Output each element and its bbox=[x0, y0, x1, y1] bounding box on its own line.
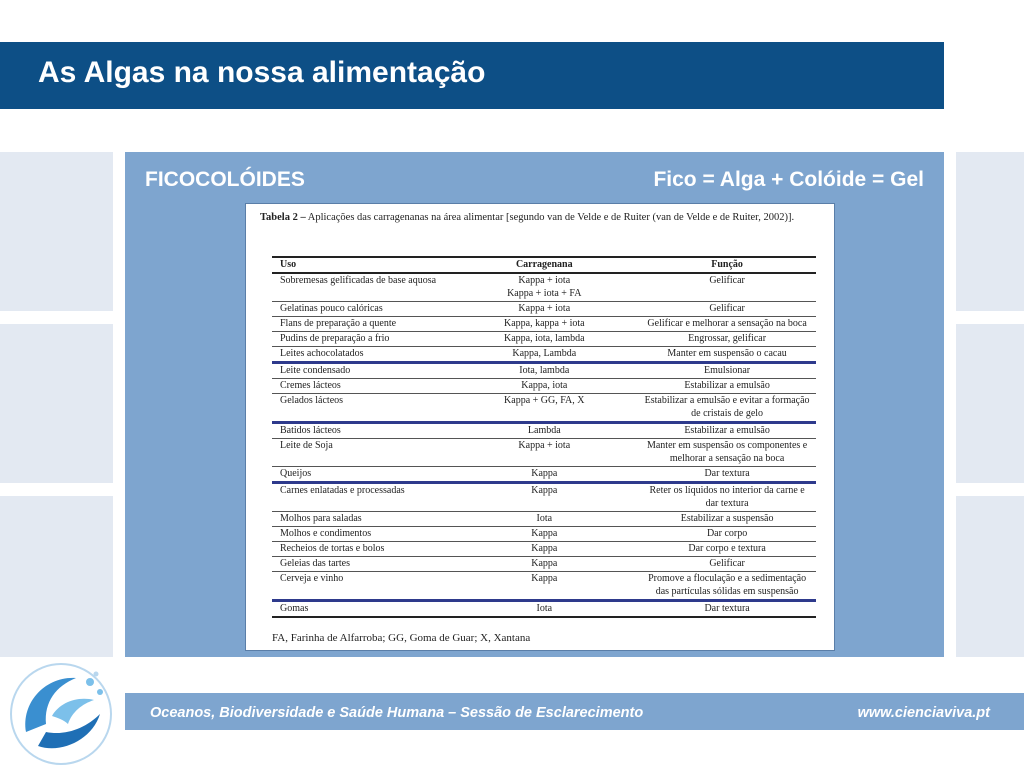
content-panel bbox=[125, 152, 944, 657]
footer-bar bbox=[125, 693, 1024, 730]
cell-carragenana: Kappa + iota bbox=[450, 302, 634, 317]
table-row bbox=[272, 347, 816, 363]
ciencia-viva-dolphin-logo bbox=[6, 662, 116, 766]
cell-carragenana: Iota, lambda bbox=[450, 363, 634, 379]
cell-uso: Pudins de preparação a frio bbox=[272, 332, 450, 347]
section-heading: FICOCOLÓIDES bbox=[145, 168, 305, 191]
table-caption-label: Tabela 2 – bbox=[260, 212, 306, 223]
cell-funcao: Promove a floculação e a sedimentação das partículas sólidas em suspensão bbox=[634, 572, 816, 601]
cell-uso: Batidos lácteos bbox=[272, 423, 450, 439]
cell-carragenana: Kappa, iota, lambda bbox=[450, 332, 634, 347]
table-row bbox=[272, 557, 816, 572]
table-row bbox=[272, 273, 816, 302]
cell-uso: Molhos e condimentos bbox=[272, 527, 450, 542]
cell-funcao: Gelificar bbox=[634, 302, 816, 317]
scanned-table-document bbox=[245, 203, 835, 651]
table-header-row bbox=[272, 257, 816, 273]
table-row bbox=[272, 317, 816, 332]
table-row bbox=[272, 332, 816, 347]
cell-uso: Cerveja e vinho bbox=[272, 572, 450, 601]
cell-funcao: Emulsionar bbox=[634, 363, 816, 379]
table-caption bbox=[260, 210, 822, 225]
cell-uso: Carnes enlatadas e processadas bbox=[272, 483, 450, 512]
cell-carragenana: Iota bbox=[450, 512, 634, 527]
cell-uso: Gelatinas pouco calóricas bbox=[272, 302, 450, 317]
cell-funcao: Engrossar, gelificar bbox=[634, 332, 816, 347]
side-panel-right-top bbox=[956, 152, 1024, 311]
table-body bbox=[272, 273, 816, 617]
cell-funcao: Reter os líquidos no interior da carne e dar textura bbox=[634, 483, 816, 512]
cell-uso: Leites achocolatados bbox=[272, 347, 450, 363]
cell-uso: Cremes lácteos bbox=[272, 379, 450, 394]
cell-carragenana: Kappa bbox=[450, 572, 634, 601]
cell-uso: Geleias das tartes bbox=[272, 557, 450, 572]
cell-carragenana: Kappa, Lambda bbox=[450, 347, 634, 363]
cell-carragenana: Kappa + iota bbox=[450, 439, 634, 467]
cell-uso: Molhos para saladas bbox=[272, 512, 450, 527]
side-panel-left-middle bbox=[0, 324, 113, 483]
cell-carragenana: Kappa, kappa + iota bbox=[450, 317, 634, 332]
table-footnote: FA, Farinha de Alfarroba; GG, Goma de Guar; X, Xantana bbox=[272, 632, 531, 644]
cell-uso: Leite condensado bbox=[272, 363, 450, 379]
table-row bbox=[272, 483, 816, 512]
cell-uso: Leite de Soja bbox=[272, 439, 450, 467]
cell-funcao: Dar corpo bbox=[634, 527, 816, 542]
table-row bbox=[272, 512, 816, 527]
carrageenan-table bbox=[272, 256, 816, 618]
cell-carragenana: Iota bbox=[450, 601, 634, 618]
column-header-uso: Uso bbox=[272, 257, 450, 273]
cell-funcao: Estabilizar a suspensão bbox=[634, 512, 816, 527]
column-header-funcao: Função bbox=[634, 257, 816, 273]
cell-carragenana: Kappa bbox=[450, 483, 634, 512]
table-row bbox=[272, 542, 816, 557]
cell-carragenana: Kappa bbox=[450, 527, 634, 542]
cell-uso: Flans de preparação a quente bbox=[272, 317, 450, 332]
cell-carragenana: Kappa bbox=[450, 467, 634, 483]
cell-funcao: Gelificar bbox=[634, 273, 816, 302]
cell-uso: Sobremesas gelificadas de base aquosa bbox=[272, 273, 450, 302]
cell-uso: Queijos bbox=[272, 467, 450, 483]
footer-website-link[interactable]: www.cienciaviva.pt bbox=[857, 705, 990, 721]
cell-funcao: Gelificar bbox=[634, 557, 816, 572]
cell-funcao: Dar corpo e textura bbox=[634, 542, 816, 557]
side-panel-right-middle bbox=[956, 324, 1024, 483]
table-row bbox=[272, 527, 816, 542]
table-row bbox=[272, 379, 816, 394]
side-panel-left-bottom bbox=[0, 496, 113, 657]
cell-funcao: Gelificar e melhorar a sensação na boca bbox=[634, 317, 816, 332]
table-row bbox=[272, 572, 816, 601]
side-panel-left-top bbox=[0, 152, 113, 311]
cell-carragenana: Kappa + iota Kappa + iota + FA bbox=[450, 273, 634, 302]
table-row bbox=[272, 439, 816, 467]
cell-funcao: Estabilizar a emulsão e evitar a formação de cristais de gelo bbox=[634, 394, 816, 423]
table-row bbox=[272, 467, 816, 483]
cell-funcao: Dar textura bbox=[634, 601, 816, 618]
table-row bbox=[272, 302, 816, 317]
cell-carragenana: Kappa, iota bbox=[450, 379, 634, 394]
cell-funcao: Manter em suspensão os componentes e melhorar a sensação na boca bbox=[634, 439, 816, 467]
cell-uso: Recheios de tortas e bolos bbox=[272, 542, 450, 557]
table-row bbox=[272, 601, 816, 618]
table-row bbox=[272, 394, 816, 423]
cell-uso: Gomas bbox=[272, 601, 450, 618]
cell-carragenana: Kappa bbox=[450, 542, 634, 557]
table-row bbox=[272, 363, 816, 379]
cell-funcao: Estabilizar a emulsão bbox=[634, 379, 816, 394]
table-caption-text: Aplicações das carragenanas na área alimentar [segundo van de Velde e de Ruiter (van de Velde e de Ruiter, 2002)]. bbox=[305, 212, 795, 223]
cell-funcao: Dar textura bbox=[634, 467, 816, 483]
cell-funcao: Estabilizar a emulsão bbox=[634, 423, 816, 439]
cell-carragenana: Kappa + GG, FA, X bbox=[450, 394, 634, 423]
cell-carragenana: Lambda bbox=[450, 423, 634, 439]
table-row bbox=[272, 423, 816, 439]
column-header-carragenana: Carragenana bbox=[450, 257, 634, 273]
cell-uso: Gelados lácteos bbox=[272, 394, 450, 423]
page-title: As Algas na nossa alimentação bbox=[38, 56, 486, 89]
cell-funcao: Manter em suspensão o cacau bbox=[634, 347, 816, 363]
cell-carragenana: Kappa bbox=[450, 557, 634, 572]
side-panel-right-bottom bbox=[956, 496, 1024, 657]
formula-text: Fico = Alga + Colóide = Gel bbox=[653, 168, 924, 191]
header-bar bbox=[0, 42, 944, 109]
footer-session-text: Oceanos, Biodiversidade e Saúde Humana – Sessão de Esclarecimento bbox=[150, 705, 644, 721]
